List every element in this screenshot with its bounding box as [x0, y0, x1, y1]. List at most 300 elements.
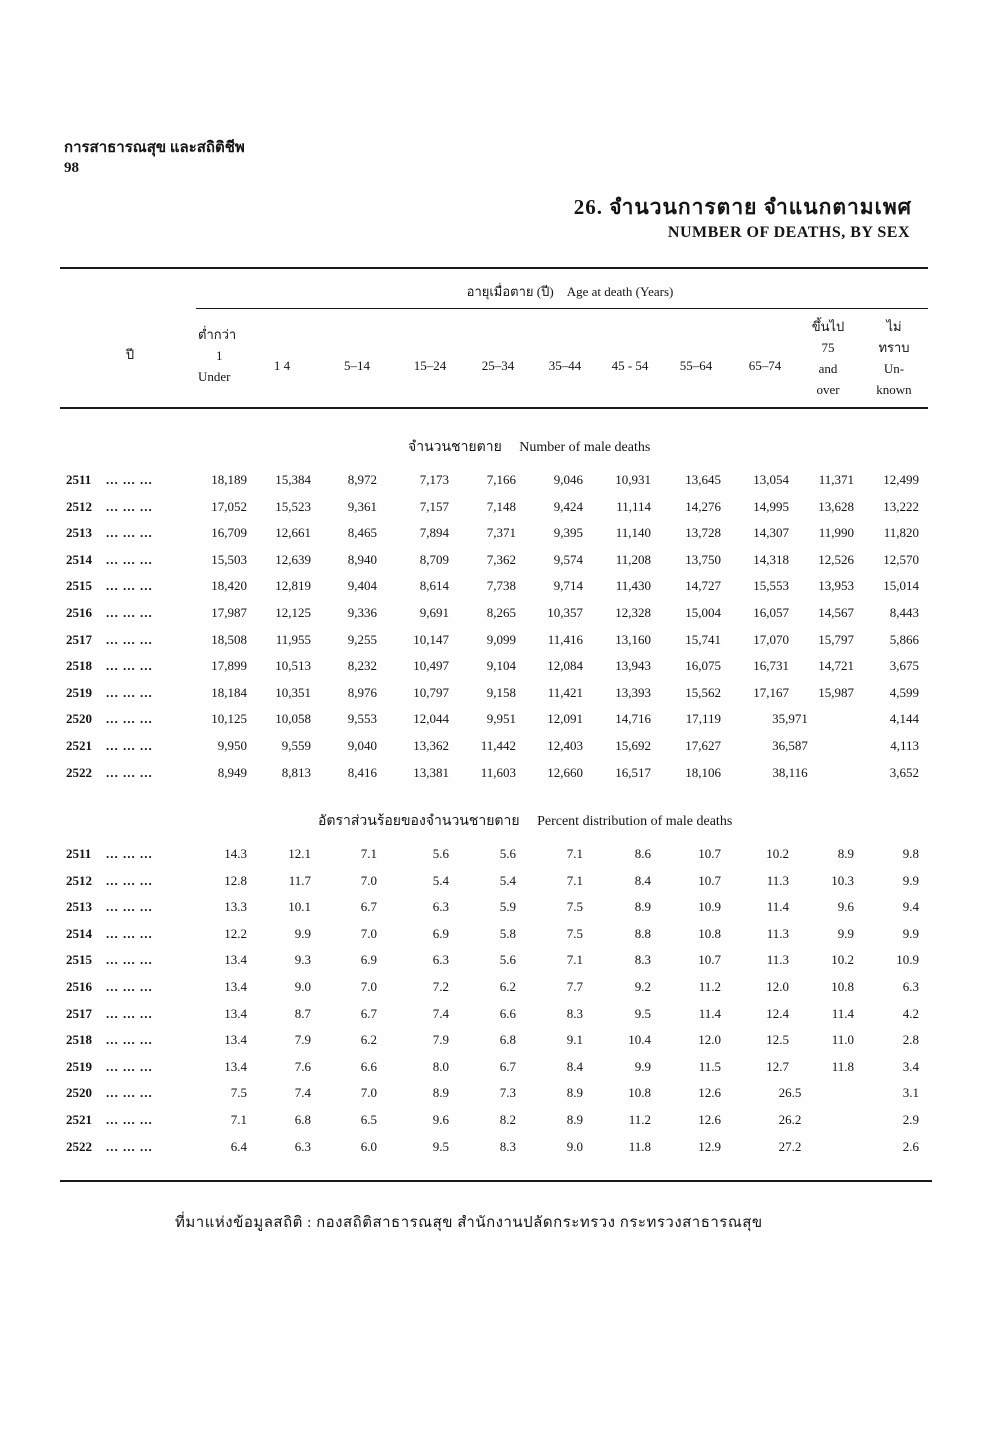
- table-cell: 18,184: [211, 684, 247, 700]
- leader-dots: ... ... ...: [106, 979, 153, 994]
- table-cell: 18,508: [211, 631, 247, 647]
- table-cell: 7.5: [566, 899, 583, 915]
- table-cell: 9,395: [553, 525, 583, 541]
- header-1-4: 1 4: [273, 358, 291, 373]
- age-group-english: Age at death (Years): [566, 284, 674, 299]
- table-row: [0, 472, 990, 498]
- header-75-thai: ขึ้นไป: [811, 319, 845, 334]
- table-cell: 7.9: [294, 1032, 311, 1048]
- table-cell: 10.9: [896, 952, 919, 968]
- table-cell: 8,976: [347, 684, 377, 700]
- row-year: 2511: [66, 472, 92, 487]
- table-cell: 5.6: [432, 846, 449, 861]
- table-cell: 14,721: [818, 658, 854, 674]
- table-cell: 14,727: [685, 578, 721, 594]
- table-row: [0, 765, 990, 791]
- table-cell: 11.8: [831, 1058, 854, 1074]
- table-cell: 9.9: [294, 925, 311, 941]
- table-row: [0, 873, 990, 899]
- header-75-over: over: [816, 382, 840, 397]
- table-cell: 13.4: [224, 1005, 247, 1021]
- section-percent-english: Percent distribution of male deaths: [537, 814, 733, 829]
- table-cell: 7.0: [360, 872, 377, 888]
- table-cell: 11,442: [480, 738, 516, 753]
- table-cell: 15,741: [685, 631, 721, 647]
- header-under-1-number: 1: [216, 348, 223, 363]
- table-cell: 13.3: [224, 899, 247, 915]
- table-cell: 12.2: [224, 925, 247, 941]
- table-cell: 13,628: [818, 498, 854, 514]
- table-row: [0, 952, 990, 978]
- row-year: 2521: [66, 1112, 92, 1127]
- table-row: [0, 846, 990, 872]
- table-cell: 8.6: [634, 846, 651, 861]
- table-row: [0, 926, 990, 952]
- table-cell: 12.8: [224, 872, 247, 888]
- table-cell: 13.4: [224, 952, 247, 968]
- table-cell: 7.1: [566, 846, 583, 861]
- table-cell: 13,645: [685, 472, 721, 487]
- table-cell: 11.4: [831, 1005, 854, 1021]
- table-cell: 7.6: [294, 1058, 311, 1074]
- table-cell: 10.9: [698, 899, 721, 915]
- table-cell: 3,675: [889, 658, 919, 674]
- row-year: 2520: [66, 1085, 92, 1101]
- table-cell: 11.3: [766, 952, 789, 968]
- row-year: 2522: [66, 764, 92, 780]
- table-cell: 10,931: [615, 472, 651, 487]
- table-cell: 6.3: [294, 1138, 311, 1154]
- table-cell: 14.3: [224, 846, 247, 861]
- table-cell: 4,144: [889, 711, 919, 727]
- table-cell: 7.1: [566, 872, 583, 888]
- leader-dots: ... ... ...: [106, 1112, 153, 1127]
- table-cell: 9,099: [486, 631, 516, 647]
- table-cell: 11.3: [766, 872, 789, 888]
- row-year: 2514: [66, 925, 92, 941]
- table-cell: 2.6: [902, 1138, 919, 1154]
- table-cell: 8.9: [837, 846, 854, 861]
- table-cell: 9.1: [566, 1032, 583, 1048]
- table-cell: 17,899: [211, 658, 247, 674]
- table-cell: 15,692: [615, 738, 651, 753]
- table-cell: 8,709: [419, 551, 449, 567]
- table-cell: 17,070: [753, 631, 789, 647]
- table-cell: 10,125: [211, 711, 247, 727]
- table-cell: 11,371: [818, 472, 854, 487]
- leader-dots: ... ... ...: [106, 872, 153, 888]
- header-unknown-english-2: known: [876, 382, 912, 397]
- leader-dots: ... ... ...: [106, 1085, 153, 1101]
- table-cell: 8,465: [347, 525, 377, 541]
- table-cell: 8,949: [217, 764, 247, 780]
- row-year: 2511: [66, 846, 92, 861]
- table-cell: 7,362: [486, 551, 516, 567]
- table-cell: 6.7: [360, 899, 377, 915]
- table-cell: 13,054: [753, 472, 789, 487]
- table-cell: 8,972: [347, 472, 377, 487]
- table-cell: 6.8: [294, 1112, 311, 1127]
- table-row: [0, 685, 990, 711]
- leader-dots: ... ... ...: [106, 472, 153, 487]
- leader-dots: ... ... ...: [106, 658, 153, 674]
- row-year: 2517: [66, 1005, 92, 1021]
- table-cell: 12,661: [275, 525, 311, 541]
- header-under-1-thai: ต่ำกว่า: [198, 327, 237, 342]
- table-cell: 4,113: [890, 738, 919, 753]
- row-year: 2515: [66, 952, 92, 968]
- table-cell: 12.6: [698, 1085, 721, 1101]
- leader-dots: ... ... ...: [106, 1058, 153, 1074]
- table-cell: 11,955: [275, 631, 311, 647]
- table-cell: 12.5: [766, 1032, 789, 1048]
- table-cell: 7.0: [360, 979, 377, 994]
- row-year: 2516: [66, 605, 92, 620]
- leader-dots: ... ... ...: [106, 846, 153, 861]
- table-cell: 6.3: [432, 899, 449, 915]
- table-cell: 3.1: [902, 1085, 919, 1101]
- leader-dots: ... ... ...: [106, 711, 153, 727]
- header-45-54: 45 - 54: [611, 358, 649, 373]
- leader-dots: ... ... ...: [106, 525, 153, 541]
- table-cell: 11,114: [616, 498, 651, 514]
- table-cell: 9,040: [347, 738, 377, 753]
- table-row: [0, 1006, 990, 1032]
- table-row: [0, 658, 990, 684]
- table-cell: 7,173: [419, 472, 449, 487]
- table-cell: 11.0: [831, 1032, 854, 1048]
- table-cell: 5.9: [499, 899, 516, 915]
- table-cell: 13,362: [413, 738, 449, 753]
- page-number: 98: [64, 160, 79, 176]
- row-year: 2520: [66, 711, 92, 727]
- table-row: [0, 578, 990, 604]
- table-cell: 10.7: [698, 872, 721, 888]
- table-cell: 10.8: [628, 1085, 651, 1101]
- age-group-thai: อายุเมื่อตาย (ปี): [466, 284, 554, 299]
- table-cell: 14,567: [818, 605, 854, 620]
- table-cell: 9.4: [902, 899, 919, 915]
- table-cell: 7,738: [486, 578, 516, 594]
- table-cell: 15,523: [275, 498, 311, 514]
- table-cell: 8.3: [566, 1005, 583, 1021]
- table-cell: 12,819: [275, 578, 311, 594]
- bottom-rule: [60, 1180, 932, 1182]
- row-year: 2521: [66, 738, 92, 753]
- table-cell: 9,255: [347, 631, 377, 647]
- header-75-and: and: [818, 361, 838, 376]
- leader-dots: ... ... ...: [106, 738, 153, 753]
- table-cell: 13,160: [615, 631, 651, 647]
- table-cell: 11,603: [480, 764, 516, 780]
- table-cell: 36,587: [772, 738, 808, 753]
- table-cell: 10,357: [547, 605, 583, 620]
- header-year: ปี: [125, 347, 135, 362]
- table-cell: 12,526: [818, 551, 854, 567]
- table-cell: 6.8: [499, 1032, 516, 1048]
- table-cell: 9,714: [553, 578, 583, 594]
- leader-dots: ... ... ...: [106, 1138, 153, 1154]
- table-cell: 13,381: [413, 764, 449, 780]
- table-cell: 8.4: [566, 1058, 583, 1074]
- table-cell: 11.3: [766, 925, 789, 941]
- table-cell: 10.2: [831, 952, 854, 968]
- table-cell: 15,553: [753, 578, 789, 594]
- table-cell: 9,404: [347, 578, 377, 594]
- table-cell: 8,416: [347, 764, 377, 780]
- table-cell: 9.6: [837, 899, 854, 915]
- header-unknown-thai-1: ไม่: [886, 319, 902, 334]
- header-unknown-thai-2: ทราบ: [878, 340, 910, 355]
- table-cell: 10,513: [275, 658, 311, 674]
- table-cell: 9.2: [634, 979, 651, 994]
- table-cell: 15,987: [818, 684, 854, 700]
- table-row: [0, 1085, 990, 1111]
- age-group-rule: [196, 308, 928, 309]
- table-title-english: NUMBER OF DEATHS, BY SEX: [667, 224, 910, 241]
- row-year: 2515: [66, 578, 92, 594]
- table-cell: 5.4: [499, 872, 516, 888]
- table-cell: 9,336: [347, 605, 377, 620]
- table-cell: 9,691: [419, 605, 449, 620]
- table-cell: 9,950: [217, 738, 247, 753]
- table-cell: 5.6: [499, 846, 516, 861]
- table-cell: 14,307: [753, 525, 789, 541]
- table-cell: 10.2: [766, 846, 789, 861]
- table-cell: 7.7: [566, 979, 583, 994]
- table-cell: 9.3: [294, 952, 311, 968]
- leader-dots: ... ... ...: [106, 1005, 153, 1021]
- row-year: 2519: [66, 684, 92, 700]
- table-cell: 10.3: [831, 872, 854, 888]
- table-cell: 10.7: [698, 846, 721, 861]
- table-cell: 9.9: [902, 925, 919, 941]
- table-cell: 5.4: [432, 872, 449, 888]
- table-cell: 7.3: [499, 1085, 516, 1101]
- leader-dots: ... ... ...: [106, 631, 153, 647]
- row-year: 2512: [66, 872, 92, 888]
- row-year: 2517: [66, 631, 92, 647]
- table-cell: 18,106: [685, 764, 721, 780]
- table-cell: 14,995: [753, 498, 789, 514]
- table-cell: 10,147: [413, 631, 449, 647]
- header-75-and-over: [800, 316, 856, 400]
- table-cell: 7,371: [486, 525, 516, 541]
- table-row: [0, 632, 990, 658]
- header-65-74: 65–74: [748, 358, 782, 373]
- table-cell: 5.8: [499, 925, 516, 941]
- table-cell: 8.4: [634, 872, 651, 888]
- table-cell: 12,499: [883, 472, 919, 487]
- header-unknown: [866, 316, 922, 400]
- table-cell: 6.2: [499, 979, 516, 994]
- table-row: [0, 1112, 990, 1138]
- table-cell: 17,987: [211, 605, 247, 620]
- table-cell: 14,276: [685, 498, 721, 514]
- table-cell: 16,075: [685, 658, 721, 674]
- table-cell: 8.3: [499, 1138, 516, 1154]
- table-cell: 12.7: [766, 1058, 789, 1074]
- leader-dots: ... ... ...: [106, 925, 153, 941]
- table-cell: 8.3: [634, 952, 651, 968]
- table-cell: 6.3: [902, 979, 919, 994]
- table-row: [0, 1139, 990, 1165]
- table-cell: 13,222: [883, 498, 919, 514]
- row-year: 2518: [66, 1032, 92, 1048]
- table-cell: 9,158: [486, 684, 516, 700]
- table-row: [0, 899, 990, 925]
- running-head: การสาธารณสุข และสถิติชีพ: [64, 140, 245, 156]
- leader-dots: ... ... ...: [106, 498, 153, 514]
- leader-dots: ... ... ...: [106, 952, 153, 968]
- header-55-64: 55–64: [679, 358, 713, 373]
- table-row: [0, 605, 990, 631]
- table-cell: 11.4: [766, 899, 789, 915]
- table-cell: 6.4: [230, 1138, 247, 1154]
- table-cell: 10,351: [275, 684, 311, 700]
- table-cell: 8.7: [294, 1005, 311, 1021]
- table-cell: 12.0: [698, 1032, 721, 1048]
- table-cell: 12,091: [547, 711, 583, 727]
- table-cell: 11,140: [615, 525, 651, 541]
- table-cell: 15,797: [818, 631, 854, 647]
- table-cell: 5,866: [889, 631, 919, 647]
- table-cell: 12.6: [698, 1112, 721, 1127]
- table-cell: 9.9: [837, 925, 854, 941]
- table-cell: 11.4: [698, 1005, 721, 1021]
- header-age-group: [390, 281, 750, 302]
- row-year: 2513: [66, 525, 92, 541]
- table-cell: 11,990: [818, 525, 854, 541]
- table-cell: 8,813: [281, 764, 311, 780]
- row-year: 2522: [66, 1138, 92, 1154]
- section-male-deaths-title: [408, 436, 650, 458]
- table-cell: 13,393: [615, 684, 651, 700]
- table-cell: 14,716: [615, 711, 651, 727]
- section-male-deaths-english: Number of male deaths: [519, 440, 651, 455]
- table-cell: 8,265: [486, 605, 516, 620]
- table-cell: 7.9: [432, 1032, 449, 1048]
- table-row: [0, 979, 990, 1005]
- table-cell: 6.0: [360, 1138, 377, 1154]
- table-title-thai: [574, 191, 912, 224]
- table-number: 26.: [573, 195, 604, 219]
- table-cell: 16,709: [211, 525, 247, 541]
- title-thai-text: จำนวนการตาย จำแนกตามเพศ: [609, 195, 912, 219]
- source-note: ที่มาแห่งข้อมูลสถิติ : กองสถิติสาธารณสุข สำนักงานปลัดกระทรวง กระทรวงสาธารณสุข: [175, 1215, 763, 1231]
- table-cell: 8,232: [347, 658, 377, 674]
- table-cell: 26.5: [778, 1085, 802, 1101]
- table-cell: 12.9: [698, 1138, 721, 1154]
- table-cell: 18,189: [211, 472, 247, 487]
- row-year: 2513: [66, 899, 92, 915]
- table-cell: 26.2: [778, 1112, 802, 1127]
- table-cell: 14,318: [753, 551, 789, 567]
- table-cell: 38,116: [772, 764, 808, 780]
- leader-dots: ... ... ...: [106, 578, 153, 594]
- table-cell: 9,559: [281, 738, 311, 753]
- table-cell: 8,443: [889, 605, 919, 620]
- table-cell: 16,731: [753, 658, 789, 674]
- table-cell: 13.4: [224, 979, 247, 994]
- table-cell: 6.6: [499, 1005, 516, 1021]
- section-percent-thai: อัตราส่วนร้อยของจำนวนชายตาย: [318, 814, 520, 829]
- table-cell: 7,894: [419, 525, 449, 541]
- table-cell: 12.0: [766, 979, 789, 994]
- table-row: [0, 499, 990, 525]
- header-15-24: 15–24: [413, 358, 447, 373]
- table-cell: 11.7: [288, 872, 311, 888]
- table-cell: 12.4: [766, 1005, 789, 1021]
- table-cell: 9,361: [347, 498, 377, 514]
- table-cell: 12,660: [547, 764, 583, 780]
- table-cell: 8.9: [432, 1085, 449, 1101]
- table-cell: 13,943: [615, 658, 651, 674]
- leader-dots: ... ... ...: [106, 551, 153, 567]
- table-cell: 9.0: [566, 1138, 583, 1154]
- table-cell: 6.7: [360, 1005, 377, 1021]
- table-cell: 11.2: [628, 1112, 651, 1127]
- table-cell: 27.2: [778, 1138, 802, 1154]
- table-cell: 9.6: [432, 1112, 449, 1127]
- table-cell: 10,497: [413, 658, 449, 674]
- section-male-deaths-thai: จำนวนชายตาย: [408, 440, 502, 455]
- table-cell: 15,004: [685, 605, 721, 620]
- table-cell: 10.7: [698, 952, 721, 968]
- header-75-number: 75: [821, 340, 835, 355]
- table-cell: 7,166: [486, 472, 516, 487]
- leader-dots: ... ... ...: [106, 899, 153, 915]
- table-cell: 9,574: [553, 551, 583, 567]
- table-cell: 12,639: [275, 551, 311, 567]
- leader-dots: ... ... ...: [106, 684, 153, 700]
- table-cell: 6.6: [360, 1058, 377, 1074]
- table-cell: 12,570: [883, 551, 919, 567]
- table-cell: 8.9: [566, 1085, 583, 1101]
- table-cell: 13.4: [224, 1058, 247, 1074]
- table-cell: 7.4: [432, 1005, 449, 1021]
- header-under-1-english: Under: [198, 369, 231, 384]
- table-cell: 7.1: [566, 952, 583, 968]
- table-cell: 7.2: [432, 979, 449, 994]
- table-cell: 13,728: [685, 525, 721, 541]
- table-cell: 4.2: [902, 1005, 919, 1021]
- table-cell: 9.5: [432, 1138, 449, 1154]
- table-row: [0, 525, 990, 551]
- table-cell: 17,052: [211, 498, 247, 514]
- table-cell: 18,420: [211, 578, 247, 594]
- table-cell: 11.5: [698, 1058, 721, 1074]
- leader-dots: ... ... ...: [106, 764, 153, 780]
- table-cell: 8,614: [419, 578, 449, 594]
- row-year: 2514: [66, 551, 92, 567]
- table-row: [0, 1032, 990, 1058]
- leader-dots: ... ... ...: [106, 605, 153, 620]
- table-cell: 6.3: [432, 952, 449, 968]
- table-cell: 3,652: [889, 764, 919, 780]
- table-cell: 12,044: [413, 711, 449, 727]
- table-cell: 8.9: [634, 899, 651, 915]
- table-cell: 15,503: [211, 551, 247, 567]
- table-cell: 8.2: [499, 1112, 516, 1127]
- table-cell: 6.7: [499, 1058, 516, 1074]
- row-year: 2516: [66, 979, 92, 994]
- top-rule: [60, 267, 928, 269]
- table-cell: 8,940: [347, 551, 377, 567]
- table-cell: 2.9: [902, 1112, 919, 1127]
- table-cell: 11,430: [615, 578, 651, 594]
- table-cell: 8.9: [566, 1112, 583, 1127]
